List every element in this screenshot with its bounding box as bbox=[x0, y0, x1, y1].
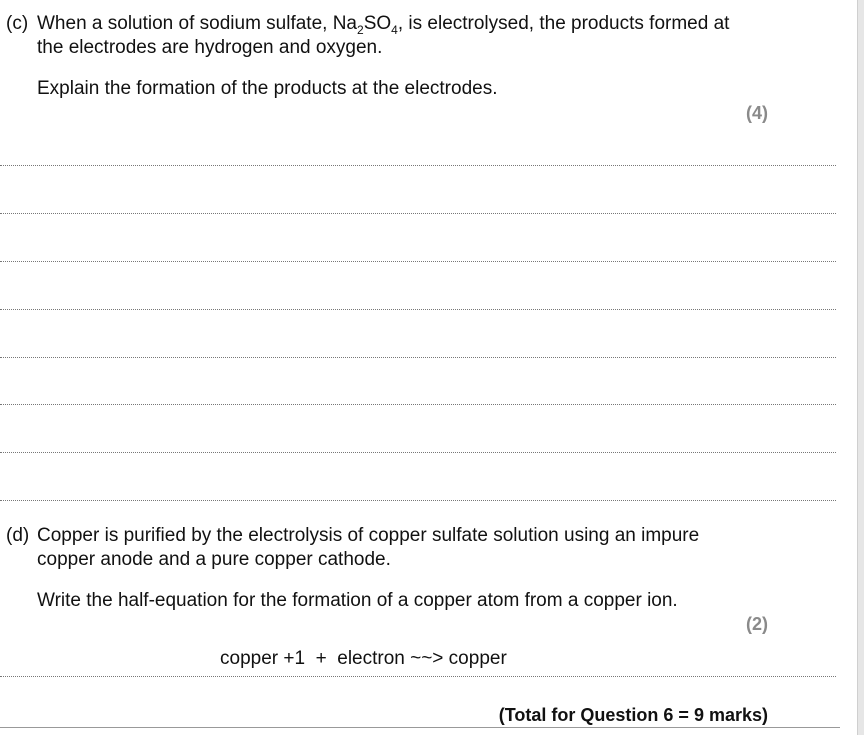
part-d-stem-line1: Copper is purified by the electrolysis of copper sulfate solution using an impure bbox=[37, 525, 700, 546]
answer-line[interactable] bbox=[0, 452, 836, 453]
part-d-marks: (2) bbox=[746, 614, 768, 634]
part-d-instruction: Write the half-equation for the formation of a copper atom from a copper ion. bbox=[37, 590, 678, 611]
question-total: (Total for Question 6 = 9 marks) bbox=[498, 705, 768, 725]
part-c-stem-line2: the electrodes are hydrogen and oxygen. bbox=[37, 37, 383, 58]
part-c-stem-line1: When a solution of sodium sulfate, $Na_2SO_4$, is electrolysed, the products formed at bbox=[37, 13, 730, 37]
page-edge bbox=[857, 0, 864, 735]
answer-line[interactable] bbox=[0, 213, 836, 214]
part-d-stem-line2: copper anode and a pure copper cathode. bbox=[37, 549, 391, 570]
answer-line[interactable] bbox=[0, 676, 836, 677]
answer-line[interactable] bbox=[0, 404, 836, 405]
answer-line[interactable] bbox=[0, 309, 836, 310]
part-c-marks: (4) bbox=[746, 103, 768, 123]
part-c-instruction: Explain the formation of the products at the electrodes. bbox=[37, 78, 498, 99]
answer-line[interactable] bbox=[0, 500, 836, 501]
subscript-4: 4 bbox=[391, 22, 398, 37]
part-c-label: (c) bbox=[6, 13, 29, 34]
part-d-answer[interactable]: copper +1 + electron ~~> copper bbox=[220, 648, 507, 669]
part-d-label: (d) bbox=[6, 525, 30, 546]
answer-line[interactable] bbox=[0, 165, 836, 166]
answer-line[interactable] bbox=[0, 261, 836, 262]
bottom-rule bbox=[0, 727, 840, 728]
subscript-2: 2 bbox=[357, 22, 364, 37]
answer-line[interactable] bbox=[0, 357, 836, 358]
